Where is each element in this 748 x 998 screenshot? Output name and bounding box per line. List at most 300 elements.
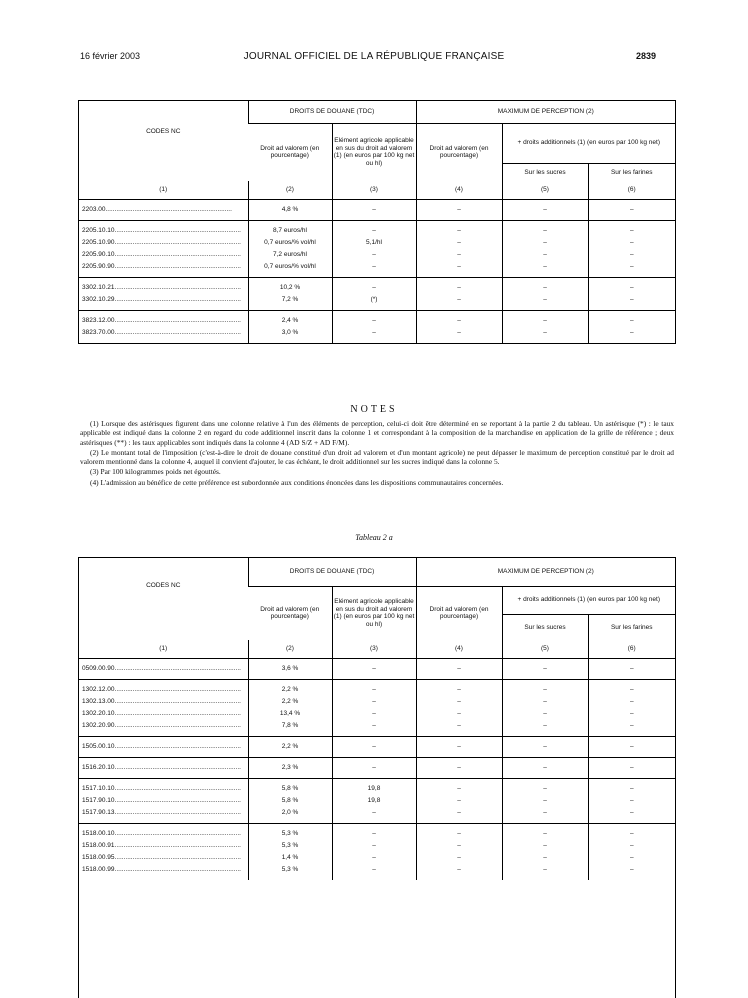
- leader-dots: ......................................................................: [114, 328, 241, 336]
- leader-dots: ......................................................................: [114, 316, 241, 324]
- nc-code: 0509.00.90: [82, 664, 115, 672]
- nc-code: 1302.13.00: [82, 697, 115, 705]
- nc-code-line: [79, 708, 248, 720]
- cell-value: –: [543, 784, 547, 792]
- cell-value: –: [457, 283, 461, 291]
- cell-value: –: [372, 328, 376, 336]
- nc-code-line: [79, 828, 248, 840]
- leader-dots: ......................................................................: [114, 685, 241, 693]
- col6-cell: [588, 736, 675, 757]
- col3-header: Elément agricole applicable en sus du droit ad valorem (1) (en euros par 100 kg net ou hl): [332, 123, 416, 181]
- cell-value: –: [543, 685, 547, 693]
- cell-value: 0,7 euros/% vol/hl: [264, 262, 316, 270]
- header-page-number: 2839: [635, 51, 656, 61]
- col6-cell: [588, 823, 675, 880]
- col5-cell: [502, 823, 588, 880]
- cell-value: 7,2 euros/hl: [273, 250, 307, 258]
- cell-value: 13,4 %: [279, 709, 301, 717]
- col6-cell: [588, 658, 675, 679]
- col5-cell: [502, 277, 588, 310]
- cell-value: –: [457, 685, 461, 693]
- col5-cell: [502, 778, 588, 823]
- nc-code: 1518.00.10: [82, 829, 115, 837]
- col-num-4: (4): [416, 640, 502, 658]
- col4-cell: [416, 757, 502, 778]
- cell-value: –: [457, 328, 461, 336]
- col-num-2: (2): [248, 640, 332, 658]
- col-num-3: (3): [332, 181, 416, 199]
- nc-code: 2205.10.90: [82, 238, 115, 246]
- cell-value: –: [457, 763, 461, 771]
- leader-dots: ......................................................................: [114, 664, 241, 672]
- cell-value: –: [372, 808, 376, 816]
- cell-value: 5,8 %: [281, 784, 299, 792]
- cell-value: 4,8 %: [281, 205, 299, 213]
- codes-nc-cell: [79, 736, 248, 757]
- col4-cell: [416, 823, 502, 880]
- leader-dots: ......................................................................: [114, 721, 241, 729]
- nc-code-line: [79, 294, 248, 306]
- cell-value: 8,7 euros/hl: [273, 226, 307, 234]
- col4-header: Droit ad valorem (en pourcentage): [416, 586, 502, 640]
- nc-code-line: [79, 864, 248, 876]
- cell-value: –: [543, 853, 547, 861]
- note-item: (3) Par 100 kilogrammes poids net égouttés.: [90, 467, 221, 477]
- col5-cell: [502, 310, 588, 343]
- nc-code-line: [79, 225, 248, 237]
- nc-code: 1302.20.10: [82, 709, 115, 717]
- cell-value: (*): [370, 295, 378, 303]
- leader-dots: ......................................................................: [114, 796, 241, 804]
- col5-cell: [502, 736, 588, 757]
- col6-header: Sur les farines: [588, 614, 675, 640]
- cell-value: –: [457, 295, 461, 303]
- note-item: (4) L'admission au bénéfice de cette préférence est subordonnée aux conditions énoncées dans les dispositions communautaires concernées.: [90, 477, 504, 487]
- cell-value: –: [629, 829, 634, 837]
- maximum-perception-header: MAXIMUM DE PERCEPTION (2): [416, 101, 675, 123]
- col2-cell: [248, 277, 332, 310]
- cell-value: –: [629, 808, 634, 816]
- leader-dots: ......................................................................: [114, 829, 241, 837]
- cell-value: –: [457, 742, 461, 750]
- cell-value: 2,2 %: [281, 697, 299, 705]
- col3-cell: [332, 310, 416, 343]
- table-row-group: [79, 199, 675, 220]
- col6-cell: [588, 679, 675, 736]
- nc-code-line: [79, 762, 248, 774]
- cell-value: –: [543, 205, 547, 213]
- col3-cell: [332, 658, 416, 679]
- cell-value: –: [457, 316, 461, 324]
- cell-value: –: [629, 709, 634, 717]
- codes-nc-cell: [79, 658, 248, 679]
- nc-code: 3302.10.29: [82, 295, 115, 303]
- nc-code-line: [79, 696, 248, 708]
- nc-code: 2205.90.10: [82, 250, 115, 258]
- cell-value: 19,8: [367, 796, 381, 804]
- col3-cell: [332, 823, 416, 880]
- cell-value: 19,8: [367, 784, 381, 792]
- cell-value: –: [543, 742, 547, 750]
- table-row-group: [79, 757, 675, 778]
- cell-value: –: [543, 250, 547, 258]
- col5-cell: [502, 199, 588, 220]
- nc-code: 3823.12.00: [82, 316, 115, 324]
- cell-value: –: [543, 865, 547, 873]
- leader-dots: ......................................................................: [114, 238, 241, 246]
- nc-code-line: [79, 807, 248, 819]
- nc-code-line: [79, 720, 248, 732]
- col2-cell: [248, 679, 332, 736]
- col4-cell: [416, 310, 502, 343]
- nc-code: 2203.00: [82, 205, 106, 213]
- cell-value: –: [543, 721, 547, 729]
- col4-cell: [416, 199, 502, 220]
- cell-value: –: [372, 742, 376, 750]
- cell-value: –: [629, 796, 634, 804]
- cell-value: –: [372, 697, 376, 705]
- cell-value: 2,2 %: [281, 685, 299, 693]
- nc-code: 3302.10.21: [82, 283, 115, 291]
- leader-dots: ......................................................................: [114, 841, 241, 849]
- cell-value: 2,3 %: [281, 763, 299, 771]
- col3-cell: [332, 679, 416, 736]
- cell-value: –: [457, 250, 461, 258]
- cell-value: –: [372, 283, 376, 291]
- table-row-group: [79, 679, 675, 736]
- codes-nc-cell: [79, 823, 248, 880]
- cell-value: –: [457, 796, 461, 804]
- cell-value: –: [543, 841, 547, 849]
- cell-value: 7,2 %: [281, 295, 299, 303]
- cell-value: –: [457, 784, 461, 792]
- cell-value: –: [543, 697, 547, 705]
- table-row-group: [79, 778, 675, 823]
- col6-cell: [588, 220, 675, 277]
- leader-dots: ......................................................................: [105, 205, 232, 213]
- nc-code-line: [79, 237, 248, 249]
- col5-cell: [502, 679, 588, 736]
- col2-cell: [248, 199, 332, 220]
- nc-code-line: [79, 261, 248, 273]
- cell-value: 5,1/hl: [366, 238, 382, 246]
- col5-cell: [502, 757, 588, 778]
- cell-value: –: [457, 721, 461, 729]
- col-num-4: (4): [416, 181, 502, 199]
- cell-value: 0,7 euros/% vol/hl: [264, 238, 316, 246]
- notes-block: [80, 419, 674, 488]
- leader-dots: ......................................................................: [114, 262, 241, 270]
- nc-code: 1517.10.10: [82, 784, 115, 792]
- codes-nc-header: CODES NC: [146, 128, 181, 136]
- codes-nc-cell: [79, 778, 248, 823]
- cell-value: –: [543, 829, 547, 837]
- cell-value: –: [372, 763, 376, 771]
- col2-cell: [248, 736, 332, 757]
- cell-value: –: [457, 829, 461, 837]
- col6-cell: [588, 199, 675, 220]
- col3-cell: [332, 199, 416, 220]
- table-row-group: [79, 310, 675, 343]
- cell-value: –: [372, 250, 376, 258]
- cell-value: –: [457, 709, 461, 717]
- col3-cell: [332, 736, 416, 757]
- table-row-group: [79, 220, 675, 277]
- col2-cell: [248, 220, 332, 277]
- codes-nc-cell: [79, 310, 248, 343]
- codes-spacer: [79, 614, 248, 640]
- col4-cell: [416, 778, 502, 823]
- tariff-table-1: [78, 100, 676, 344]
- col-num-1: (1): [159, 645, 168, 653]
- maximum-perception-header: MAXIMUM DE PERCEPTION (2): [416, 558, 675, 586]
- cell-value: –: [629, 664, 634, 672]
- col5-cell: [502, 658, 588, 679]
- codes-nc-cell: [79, 757, 248, 778]
- cell-value: –: [457, 841, 461, 849]
- nc-code: 2205.90.90: [82, 262, 115, 270]
- cell-value: –: [457, 262, 461, 270]
- cell-value: –: [629, 853, 634, 861]
- table-row-group: [79, 736, 675, 757]
- cell-value: 5,3 %: [281, 865, 299, 873]
- cell-value: 2,0 %: [281, 808, 299, 816]
- col4-cell: [416, 658, 502, 679]
- nc-code-line: [79, 663, 248, 675]
- cell-value: –: [457, 238, 461, 246]
- cell-value: –: [543, 664, 547, 672]
- codes-nc-header: CODES NC: [146, 582, 181, 590]
- cell-value: –: [543, 238, 547, 246]
- cell-value: –: [372, 721, 376, 729]
- cell-value: 3,6 %: [281, 664, 299, 672]
- nc-code-line: [79, 327, 248, 339]
- leader-dots: ......................................................................: [114, 283, 241, 291]
- table-row-group: [79, 658, 675, 679]
- droits-additionnels-header: + droits additionnels (1) (en euros par 100 kg net): [502, 123, 675, 163]
- leader-dots: ......................................................................: [114, 742, 241, 750]
- nc-code: 1517.90.13: [82, 808, 115, 816]
- table1-body: [79, 199, 675, 343]
- leader-dots: ......................................................................: [114, 709, 241, 717]
- cell-value: –: [543, 796, 547, 804]
- cell-value: –: [457, 664, 461, 672]
- cell-value: –: [543, 328, 547, 336]
- col6-header: Sur les farines: [588, 163, 675, 181]
- col5-header: Sur les sucres: [502, 163, 588, 181]
- nc-code: 1302.20.90: [82, 721, 115, 729]
- col4-cell: [416, 220, 502, 277]
- leader-dots: ......................................................................: [114, 697, 241, 705]
- cell-value: –: [457, 205, 461, 213]
- col3-cell: [332, 757, 416, 778]
- cell-value: –: [372, 205, 376, 213]
- cell-value: –: [629, 865, 634, 873]
- cell-value: –: [372, 853, 376, 861]
- col2-cell: [248, 823, 332, 880]
- col-num-6: (6): [588, 181, 675, 199]
- cell-value: –: [543, 808, 547, 816]
- tariff-table-2: [78, 557, 676, 998]
- cell-value: –: [543, 316, 547, 324]
- cell-value: 5,3 %: [281, 841, 299, 849]
- codes-nc-cell: [79, 199, 248, 220]
- cell-value: –: [372, 865, 376, 873]
- nc-code-line: [79, 282, 248, 294]
- codes-spacer: [79, 163, 248, 181]
- nc-code: 1302.12.00: [82, 685, 115, 693]
- cell-value: 7,8 %: [281, 721, 299, 729]
- col6-cell: [588, 277, 675, 310]
- codes-nc-cell: [79, 277, 248, 310]
- cell-value: –: [457, 808, 461, 816]
- col6-cell: [588, 310, 675, 343]
- cell-value: –: [372, 316, 376, 324]
- leader-dots: ......................................................................: [114, 763, 241, 771]
- nc-code: 2205.10.10: [82, 226, 115, 234]
- cell-value: –: [629, 316, 634, 324]
- cell-value: 5,3 %: [281, 829, 299, 837]
- cell-value: –: [629, 295, 634, 303]
- nc-code: 1505.00.10: [82, 742, 115, 750]
- leader-dots: ......................................................................: [114, 784, 241, 792]
- col-num-6: (6): [588, 640, 675, 658]
- nc-code-line: [79, 315, 248, 327]
- cell-value: –: [457, 226, 461, 234]
- table-row-group: [79, 823, 675, 880]
- table-row-group: [79, 277, 675, 310]
- cell-value: –: [629, 283, 634, 291]
- col2-cell: [248, 658, 332, 679]
- col5-header: Sur les sucres: [502, 614, 588, 640]
- nc-code: 1518.00.91: [82, 841, 115, 849]
- cell-value: –: [372, 664, 376, 672]
- cell-value: –: [629, 763, 634, 771]
- cell-value: –: [457, 865, 461, 873]
- col3-header: Elément agricole applicable en sus du droit ad valorem (1) (en euros par 100 kg net ou hl): [332, 586, 416, 640]
- nc-code-line: [79, 783, 248, 795]
- cell-value: –: [372, 841, 376, 849]
- col-num-2: (2): [248, 181, 332, 199]
- nc-code: 1517.90.10: [82, 796, 115, 804]
- cell-value: 10,2 %: [279, 283, 301, 291]
- nc-code-line: [79, 795, 248, 807]
- col6-cell: [588, 778, 675, 823]
- cell-value: –: [629, 328, 634, 336]
- cell-value: –: [629, 250, 634, 258]
- cell-value: 1,4 %: [281, 853, 299, 861]
- col4-cell: [416, 679, 502, 736]
- cell-value: –: [543, 763, 547, 771]
- cell-value: –: [457, 853, 461, 861]
- col3-cell: [332, 277, 416, 310]
- leader-dots: ......................................................................: [114, 250, 241, 258]
- nc-code-line: [79, 249, 248, 261]
- nc-code: 1518.00.99: [82, 865, 115, 873]
- col4-cell: [416, 736, 502, 757]
- col-num-1: (1): [159, 186, 168, 194]
- cell-value: –: [629, 238, 634, 246]
- droits-douane-header: DROITS DE DOUANE (TDC): [248, 101, 416, 123]
- cell-value: –: [372, 829, 376, 837]
- col2-cell: [248, 778, 332, 823]
- tableau-caption: Tableau 2 a: [355, 533, 393, 542]
- nc-code: 3823.70.00: [82, 328, 115, 336]
- col6-cell: [588, 757, 675, 778]
- header-date: 16 février 2003: [80, 51, 141, 61]
- droits-additionnels-header: + droits additionnels (1) (en euros par 100 kg net): [502, 586, 675, 614]
- nc-code-line: [79, 741, 248, 753]
- notes-title: NOTES: [350, 404, 398, 415]
- cell-value: 3,0 %: [281, 328, 299, 336]
- col4-header: Droit ad valorem (en pourcentage): [416, 123, 502, 181]
- cell-value: –: [629, 697, 634, 705]
- nc-code-line: [79, 852, 248, 864]
- nc-code-line: [79, 684, 248, 696]
- cell-value: –: [629, 262, 634, 270]
- nc-code: 1518.00.95: [82, 853, 115, 861]
- col3-cell: [332, 778, 416, 823]
- col-num-5: (5): [502, 181, 588, 199]
- cell-value: –: [543, 709, 547, 717]
- cell-value: –: [629, 742, 634, 750]
- codes-nc-cell: [79, 679, 248, 736]
- cell-value: –: [372, 226, 376, 234]
- nc-code-line: [79, 840, 248, 852]
- nc-code: 1516.20.10: [82, 763, 115, 771]
- leader-dots: ......................................................................: [114, 808, 241, 816]
- cell-value: –: [629, 226, 634, 234]
- cell-value: –: [629, 841, 634, 849]
- cell-value: –: [543, 226, 547, 234]
- col-num-5: (5): [502, 640, 588, 658]
- col2-header: Droit ad valorem (en pourcentage): [260, 605, 320, 621]
- droits-douane-header: DROITS DE DOUANE (TDC): [248, 558, 416, 586]
- cell-value: –: [543, 283, 547, 291]
- note-item: (2) Le montant total de l'imposition (c'est-à-dire le droit de douane constitué d'un droit ad valorem et d'un montant agricole) ne peut dépasser le maximum de perception constitué par le droit ad valorem mentionné dans la colonne 4, auquel il convient d'ajouter, le cas échéant, le droit additionnel sur les sucres indiqué dans la colonne 5.: [80, 447, 674, 467]
- cell-value: –: [629, 205, 634, 213]
- cell-value: 2,2 %: [281, 742, 299, 750]
- col3-cell: [332, 220, 416, 277]
- cell-value: –: [629, 721, 634, 729]
- table2-body: [79, 658, 675, 880]
- col-num-3: (3): [332, 640, 416, 658]
- col2-cell: [248, 757, 332, 778]
- nc-code-line: [79, 204, 248, 216]
- cell-value: –: [543, 295, 547, 303]
- cell-value: –: [372, 262, 376, 270]
- cell-value: 2,4 %: [281, 316, 299, 324]
- col2-header: Droit ad valorem (en pourcentage): [260, 144, 320, 160]
- leader-dots: ......................................................................: [114, 295, 241, 303]
- cell-value: –: [629, 784, 634, 792]
- leader-dots: ......................................................................: [114, 226, 241, 234]
- leader-dots: ......................................................................: [114, 853, 241, 861]
- cell-value: –: [457, 697, 461, 705]
- cell-value: –: [372, 685, 376, 693]
- cell-value: –: [543, 262, 547, 270]
- col2-cell: [248, 310, 332, 343]
- codes-nc-cell: [79, 220, 248, 277]
- cell-value: 5,8 %: [281, 796, 299, 804]
- cell-value: –: [372, 709, 376, 717]
- col5-cell: [502, 220, 588, 277]
- cell-value: –: [629, 685, 634, 693]
- col4-cell: [416, 277, 502, 310]
- note-item: (1) Lorsque des astérisques figurent dans une colonne relative à l'un des éléments de perception, celui-ci doit être déterminé en se reportant à la partie 2 du tableau. Un astérisque (*) : le taux applicable est indiqué dans la colonne 2 en regard du code additionnel inscrit dans la colonne 1 et correspondant à la composition de la marchandise en application de la grille de référence ; deux astérisques (**) : les taux applicables sont indiqués dans la colonne 4 (AD S/Z + AD F/M).: [80, 419, 674, 447]
- header-title: JOURNAL OFFICIEL DE LA RÉPUBLIQUE FRANÇAISE: [243, 51, 505, 62]
- leader-dots: ......................................................................: [114, 865, 241, 873]
